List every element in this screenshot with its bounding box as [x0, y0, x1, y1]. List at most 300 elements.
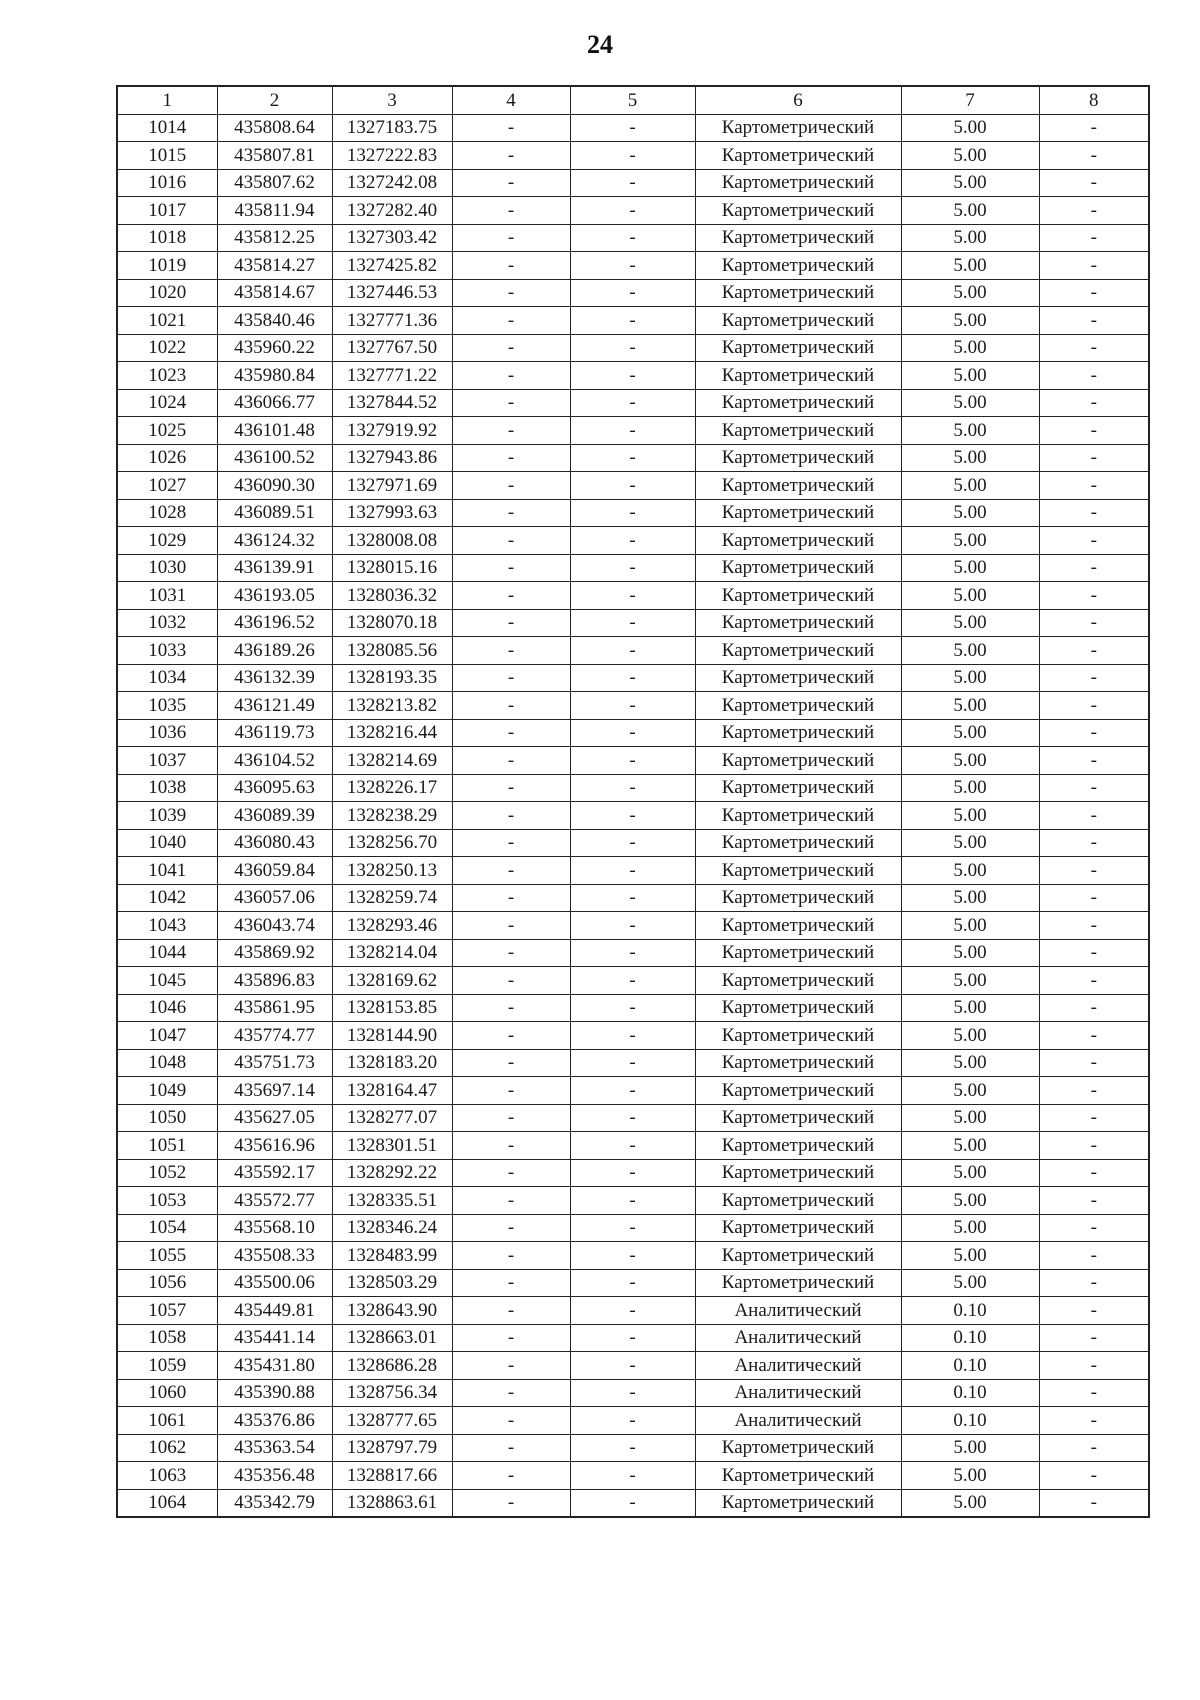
- col4-cell: -: [452, 967, 570, 995]
- x-coordinate-cell: 435861.95: [217, 994, 332, 1022]
- accuracy-cell: 5.00: [901, 417, 1039, 445]
- accuracy-cell: 0.10: [901, 1352, 1039, 1380]
- accuracy-cell: 5.00: [901, 637, 1039, 665]
- col5-cell: -: [570, 389, 695, 417]
- col5-cell: -: [570, 582, 695, 610]
- table-row: [117, 1462, 1149, 1490]
- table-row: [117, 197, 1149, 225]
- method-cell: Картометрический: [695, 1489, 901, 1517]
- col4-cell: -: [452, 1434, 570, 1462]
- table-row: [117, 912, 1149, 940]
- y-coordinate-cell: 1328483.99: [332, 1242, 452, 1270]
- col4-cell: -: [452, 252, 570, 280]
- col5-cell: -: [570, 884, 695, 912]
- col4-cell: -: [452, 527, 570, 555]
- col4-cell: -: [452, 829, 570, 857]
- page-number: 24: [587, 30, 613, 59]
- point-number-cell: 1054: [117, 1214, 217, 1242]
- table-row: [117, 444, 1149, 472]
- table-row: [117, 527, 1149, 555]
- col4-cell: -: [452, 1022, 570, 1050]
- y-coordinate-cell: 1327767.50: [332, 334, 452, 362]
- col8-cell: -: [1039, 1104, 1149, 1132]
- method-cell: Картометрический: [695, 114, 901, 142]
- point-number-cell: 1037: [117, 747, 217, 775]
- accuracy-cell: 5.00: [901, 719, 1039, 747]
- point-number-cell: 1015: [117, 142, 217, 170]
- col4-cell: -: [452, 692, 570, 720]
- col5-cell: -: [570, 692, 695, 720]
- col5-cell: -: [570, 1242, 695, 1270]
- accuracy-cell: 5.00: [901, 829, 1039, 857]
- method-cell: Картометрический: [695, 1049, 901, 1077]
- col5-cell: -: [570, 1462, 695, 1490]
- col4-cell: -: [452, 1242, 570, 1270]
- method-cell: Картометрический: [695, 857, 901, 885]
- table-row: [117, 1049, 1149, 1077]
- x-coordinate-cell: 436089.39: [217, 802, 332, 830]
- x-coordinate-cell: 435896.83: [217, 967, 332, 995]
- col8-cell: -: [1039, 197, 1149, 225]
- y-coordinate-cell: 1328292.22: [332, 1159, 452, 1187]
- col5-cell: -: [570, 1214, 695, 1242]
- y-coordinate-cell: 1328663.01: [332, 1324, 452, 1352]
- method-cell: Картометрический: [695, 1434, 901, 1462]
- y-coordinate-cell: 1327446.53: [332, 279, 452, 307]
- table-row: [117, 719, 1149, 747]
- method-cell: Картометрический: [695, 197, 901, 225]
- x-coordinate-cell: 436080.43: [217, 829, 332, 857]
- accuracy-cell: 5.00: [901, 857, 1039, 885]
- col8-cell: -: [1039, 1379, 1149, 1407]
- point-number-cell: 1032: [117, 609, 217, 637]
- col4-cell: -: [452, 582, 570, 610]
- col4-cell: -: [452, 417, 570, 445]
- col4-cell: -: [452, 472, 570, 500]
- y-coordinate-cell: 1328226.17: [332, 774, 452, 802]
- col8-cell: -: [1039, 1187, 1149, 1215]
- method-cell: Картометрический: [695, 527, 901, 555]
- x-coordinate-cell: 436059.84: [217, 857, 332, 885]
- point-number-cell: 1031: [117, 582, 217, 610]
- col8-cell: -: [1039, 1242, 1149, 1270]
- table-row: [117, 472, 1149, 500]
- accuracy-cell: 5.00: [901, 994, 1039, 1022]
- col4-cell: -: [452, 1214, 570, 1242]
- col5-cell: -: [570, 637, 695, 665]
- col4-cell: -: [452, 747, 570, 775]
- point-number-cell: 1033: [117, 637, 217, 665]
- point-number-cell: 1059: [117, 1352, 217, 1380]
- method-cell: Картометрический: [695, 719, 901, 747]
- column-header: 7: [901, 86, 1039, 114]
- accuracy-cell: 5.00: [901, 499, 1039, 527]
- col5-cell: -: [570, 224, 695, 252]
- col5-cell: -: [570, 444, 695, 472]
- method-cell: Картометрический: [695, 334, 901, 362]
- col8-cell: -: [1039, 637, 1149, 665]
- table-row: [117, 1159, 1149, 1187]
- y-coordinate-cell: 1328153.85: [332, 994, 452, 1022]
- col4-cell: -: [452, 884, 570, 912]
- col8-cell: -: [1039, 389, 1149, 417]
- col5-cell: -: [570, 1022, 695, 1050]
- col4-cell: -: [452, 1159, 570, 1187]
- table-row: [117, 664, 1149, 692]
- y-coordinate-cell: 1328085.56: [332, 637, 452, 665]
- accuracy-cell: 5.00: [901, 389, 1039, 417]
- x-coordinate-cell: 436139.91: [217, 554, 332, 582]
- col5-cell: -: [570, 362, 695, 390]
- y-coordinate-cell: 1327222.83: [332, 142, 452, 170]
- point-number-cell: 1014: [117, 114, 217, 142]
- col4-cell: -: [452, 307, 570, 335]
- y-coordinate-cell: 1328015.16: [332, 554, 452, 582]
- x-coordinate-cell: 436193.05: [217, 582, 332, 610]
- x-coordinate-cell: 435390.88: [217, 1379, 332, 1407]
- method-cell: Картометрический: [695, 444, 901, 472]
- point-number-cell: 1022: [117, 334, 217, 362]
- col8-cell: -: [1039, 719, 1149, 747]
- col5-cell: -: [570, 747, 695, 775]
- table-row: [117, 802, 1149, 830]
- accuracy-cell: 5.00: [901, 747, 1039, 775]
- col8-cell: -: [1039, 224, 1149, 252]
- col5-cell: -: [570, 279, 695, 307]
- col4-cell: -: [452, 444, 570, 472]
- point-number-cell: 1020: [117, 279, 217, 307]
- col5-cell: -: [570, 802, 695, 830]
- y-coordinate-cell: 1328503.29: [332, 1269, 452, 1297]
- col4-cell: -: [452, 1297, 570, 1325]
- col5-cell: -: [570, 499, 695, 527]
- col8-cell: -: [1039, 692, 1149, 720]
- y-coordinate-cell: 1328008.08: [332, 527, 452, 555]
- col5-cell: -: [570, 1187, 695, 1215]
- accuracy-cell: 5.00: [901, 609, 1039, 637]
- table-row: [117, 554, 1149, 582]
- x-coordinate-cell: 435441.14: [217, 1324, 332, 1352]
- col4-cell: -: [452, 1132, 570, 1160]
- table-row: [117, 747, 1149, 775]
- col8-cell: -: [1039, 362, 1149, 390]
- table-row: [117, 114, 1149, 142]
- method-cell: Картометрический: [695, 417, 901, 445]
- point-number-cell: 1041: [117, 857, 217, 885]
- x-coordinate-cell: 435960.22: [217, 334, 332, 362]
- x-coordinate-cell: 436104.52: [217, 747, 332, 775]
- method-cell: Картометрический: [695, 307, 901, 335]
- point-number-cell: 1064: [117, 1489, 217, 1517]
- col8-cell: -: [1039, 444, 1149, 472]
- point-number-cell: 1030: [117, 554, 217, 582]
- col4-cell: -: [452, 939, 570, 967]
- point-number-cell: 1042: [117, 884, 217, 912]
- x-coordinate-cell: 435808.64: [217, 114, 332, 142]
- table-row: [117, 1297, 1149, 1325]
- col4-cell: -: [452, 912, 570, 940]
- x-coordinate-cell: 435751.73: [217, 1049, 332, 1077]
- col8-cell: -: [1039, 252, 1149, 280]
- x-coordinate-cell: 435356.48: [217, 1462, 332, 1490]
- table-header-row: [117, 86, 1149, 114]
- accuracy-cell: 5.00: [901, 472, 1039, 500]
- accuracy-cell: 5.00: [901, 554, 1039, 582]
- point-number-cell: 1050: [117, 1104, 217, 1132]
- col4-cell: -: [452, 1269, 570, 1297]
- col8-cell: -: [1039, 1352, 1149, 1380]
- col8-cell: -: [1039, 554, 1149, 582]
- method-cell: Картометрический: [695, 829, 901, 857]
- column-header: 6: [695, 86, 901, 114]
- col5-cell: -: [570, 197, 695, 225]
- x-coordinate-cell: 436119.73: [217, 719, 332, 747]
- col5-cell: -: [570, 554, 695, 582]
- y-coordinate-cell: 1328259.74: [332, 884, 452, 912]
- col5-cell: -: [570, 1297, 695, 1325]
- col5-cell: -: [570, 1132, 695, 1160]
- table-row: [117, 1104, 1149, 1132]
- x-coordinate-cell: 436124.32: [217, 527, 332, 555]
- x-coordinate-cell: 436132.39: [217, 664, 332, 692]
- point-number-cell: 1046: [117, 994, 217, 1022]
- x-coordinate-cell: 436089.51: [217, 499, 332, 527]
- x-coordinate-cell: 436095.63: [217, 774, 332, 802]
- table-row: [117, 252, 1149, 280]
- col5-cell: -: [570, 472, 695, 500]
- col8-cell: -: [1039, 1077, 1149, 1105]
- x-coordinate-cell: 435980.84: [217, 362, 332, 390]
- method-cell: Аналитический: [695, 1324, 901, 1352]
- method-cell: Картометрический: [695, 802, 901, 830]
- method-cell: Картометрический: [695, 774, 901, 802]
- col8-cell: -: [1039, 609, 1149, 637]
- method-cell: Картометрический: [695, 472, 901, 500]
- col4-cell: -: [452, 994, 570, 1022]
- accuracy-cell: 5.00: [901, 307, 1039, 335]
- accuracy-cell: 5.00: [901, 939, 1039, 967]
- col8-cell: -: [1039, 1407, 1149, 1435]
- table-row: [117, 1132, 1149, 1160]
- accuracy-cell: 5.00: [901, 114, 1039, 142]
- col8-cell: -: [1039, 967, 1149, 995]
- col5-cell: -: [570, 939, 695, 967]
- col4-cell: -: [452, 1352, 570, 1380]
- method-cell: Картометрический: [695, 1132, 901, 1160]
- y-coordinate-cell: 1328214.04: [332, 939, 452, 967]
- point-number-cell: 1051: [117, 1132, 217, 1160]
- column-header: 2: [217, 86, 332, 114]
- x-coordinate-cell: 435869.92: [217, 939, 332, 967]
- point-number-cell: 1053: [117, 1187, 217, 1215]
- col8-cell: -: [1039, 884, 1149, 912]
- col8-cell: -: [1039, 747, 1149, 775]
- table-row: [117, 169, 1149, 197]
- point-number-cell: 1026: [117, 444, 217, 472]
- accuracy-cell: 5.00: [901, 884, 1039, 912]
- y-coordinate-cell: 1328863.61: [332, 1489, 452, 1517]
- method-cell: Картометрический: [695, 279, 901, 307]
- accuracy-cell: 5.00: [901, 1049, 1039, 1077]
- method-cell: Картометрический: [695, 1214, 901, 1242]
- method-cell: Картометрический: [695, 967, 901, 995]
- col8-cell: -: [1039, 142, 1149, 170]
- accuracy-cell: 5.00: [901, 252, 1039, 280]
- col8-cell: -: [1039, 1324, 1149, 1352]
- method-cell: Картометрический: [695, 1104, 901, 1132]
- col5-cell: -: [570, 417, 695, 445]
- col5-cell: -: [570, 1379, 695, 1407]
- col5-cell: -: [570, 994, 695, 1022]
- point-number-cell: 1062: [117, 1434, 217, 1462]
- col4-cell: -: [452, 1104, 570, 1132]
- method-cell: Картометрический: [695, 1187, 901, 1215]
- y-coordinate-cell: 1328643.90: [332, 1297, 452, 1325]
- table-body: [117, 114, 1149, 1517]
- y-coordinate-cell: 1327242.08: [332, 169, 452, 197]
- table-row: [117, 967, 1149, 995]
- x-coordinate-cell: 435363.54: [217, 1434, 332, 1462]
- column-header: 4: [452, 86, 570, 114]
- col8-cell: -: [1039, 417, 1149, 445]
- y-coordinate-cell: 1328335.51: [332, 1187, 452, 1215]
- col8-cell: -: [1039, 1297, 1149, 1325]
- y-coordinate-cell: 1328144.90: [332, 1022, 452, 1050]
- accuracy-cell: 5.00: [901, 444, 1039, 472]
- col8-cell: -: [1039, 114, 1149, 142]
- y-coordinate-cell: 1327425.82: [332, 252, 452, 280]
- point-number-cell: 1055: [117, 1242, 217, 1270]
- method-cell: Картометрический: [695, 554, 901, 582]
- point-number-cell: 1052: [117, 1159, 217, 1187]
- y-coordinate-cell: 1327993.63: [332, 499, 452, 527]
- table-row: [117, 1077, 1149, 1105]
- x-coordinate-cell: 436189.26: [217, 637, 332, 665]
- col8-cell: -: [1039, 334, 1149, 362]
- x-coordinate-cell: 435449.81: [217, 1297, 332, 1325]
- col4-cell: -: [452, 719, 570, 747]
- col5-cell: -: [570, 307, 695, 335]
- y-coordinate-cell: 1328250.13: [332, 857, 452, 885]
- col8-cell: -: [1039, 994, 1149, 1022]
- accuracy-cell: 5.00: [901, 967, 1039, 995]
- table-row: [117, 307, 1149, 335]
- y-coordinate-cell: 1328686.28: [332, 1352, 452, 1380]
- table-row: [117, 582, 1149, 610]
- x-coordinate-cell: 436196.52: [217, 609, 332, 637]
- accuracy-cell: 5.00: [901, 582, 1039, 610]
- x-coordinate-cell: 435811.94: [217, 197, 332, 225]
- col8-cell: -: [1039, 499, 1149, 527]
- accuracy-cell: 5.00: [901, 1242, 1039, 1270]
- col8-cell: -: [1039, 1214, 1149, 1242]
- col4-cell: -: [452, 1324, 570, 1352]
- col8-cell: -: [1039, 527, 1149, 555]
- accuracy-cell: 5.00: [901, 1104, 1039, 1132]
- table-row: [117, 499, 1149, 527]
- col5-cell: -: [570, 857, 695, 885]
- point-number-cell: 1048: [117, 1049, 217, 1077]
- x-coordinate-cell: 435500.06: [217, 1269, 332, 1297]
- table-row: [117, 389, 1149, 417]
- point-number-cell: 1063: [117, 1462, 217, 1490]
- column-header: 3: [332, 86, 452, 114]
- method-cell: Картометрический: [695, 939, 901, 967]
- table-row: [117, 224, 1149, 252]
- table-row: [117, 1352, 1149, 1380]
- x-coordinate-cell: 435840.46: [217, 307, 332, 335]
- table-row: [117, 1022, 1149, 1050]
- col8-cell: -: [1039, 1269, 1149, 1297]
- column-header: 5: [570, 86, 695, 114]
- col8-cell: -: [1039, 802, 1149, 830]
- method-cell: Картометрический: [695, 884, 901, 912]
- x-coordinate-cell: 436100.52: [217, 444, 332, 472]
- x-coordinate-cell: 436090.30: [217, 472, 332, 500]
- y-coordinate-cell: 1328216.44: [332, 719, 452, 747]
- col5-cell: -: [570, 1077, 695, 1105]
- col8-cell: -: [1039, 664, 1149, 692]
- col4-cell: -: [452, 142, 570, 170]
- method-cell: Картометрический: [695, 912, 901, 940]
- point-number-cell: 1056: [117, 1269, 217, 1297]
- table-row: [117, 692, 1149, 720]
- table-row: [117, 142, 1149, 170]
- col8-cell: -: [1039, 912, 1149, 940]
- accuracy-cell: 5.00: [901, 1434, 1039, 1462]
- y-coordinate-cell: 1328756.34: [332, 1379, 452, 1407]
- col4-cell: -: [452, 1379, 570, 1407]
- accuracy-cell: 5.00: [901, 692, 1039, 720]
- x-coordinate-cell: 436121.49: [217, 692, 332, 720]
- col4-cell: -: [452, 637, 570, 665]
- col5-cell: -: [570, 142, 695, 170]
- col4-cell: -: [452, 857, 570, 885]
- table-row: [117, 884, 1149, 912]
- accuracy-cell: 5.00: [901, 334, 1039, 362]
- point-number-cell: 1024: [117, 389, 217, 417]
- point-number-cell: 1058: [117, 1324, 217, 1352]
- point-number-cell: 1016: [117, 169, 217, 197]
- y-coordinate-cell: 1327971.69: [332, 472, 452, 500]
- col8-cell: -: [1039, 1489, 1149, 1517]
- col8-cell: -: [1039, 829, 1149, 857]
- col5-cell: -: [570, 1104, 695, 1132]
- method-cell: Аналитический: [695, 1379, 901, 1407]
- method-cell: Картометрический: [695, 994, 901, 1022]
- col5-cell: -: [570, 527, 695, 555]
- accuracy-cell: 5.00: [901, 1462, 1039, 1490]
- y-coordinate-cell: 1327183.75: [332, 114, 452, 142]
- col5-cell: -: [570, 609, 695, 637]
- y-coordinate-cell: 1328169.62: [332, 967, 452, 995]
- x-coordinate-cell: 435774.77: [217, 1022, 332, 1050]
- y-coordinate-cell: 1327771.36: [332, 307, 452, 335]
- method-cell: Картометрический: [695, 1242, 901, 1270]
- accuracy-cell: 5.00: [901, 774, 1039, 802]
- table-row: [117, 994, 1149, 1022]
- col8-cell: -: [1039, 1022, 1149, 1050]
- table-row: [117, 1324, 1149, 1352]
- accuracy-cell: 5.00: [901, 912, 1039, 940]
- accuracy-cell: 5.00: [901, 1132, 1039, 1160]
- x-coordinate-cell: 435807.62: [217, 169, 332, 197]
- col4-cell: -: [452, 114, 570, 142]
- col5-cell: -: [570, 1159, 695, 1187]
- method-cell: Картометрический: [695, 1077, 901, 1105]
- col8-cell: -: [1039, 279, 1149, 307]
- method-cell: Картометрический: [695, 224, 901, 252]
